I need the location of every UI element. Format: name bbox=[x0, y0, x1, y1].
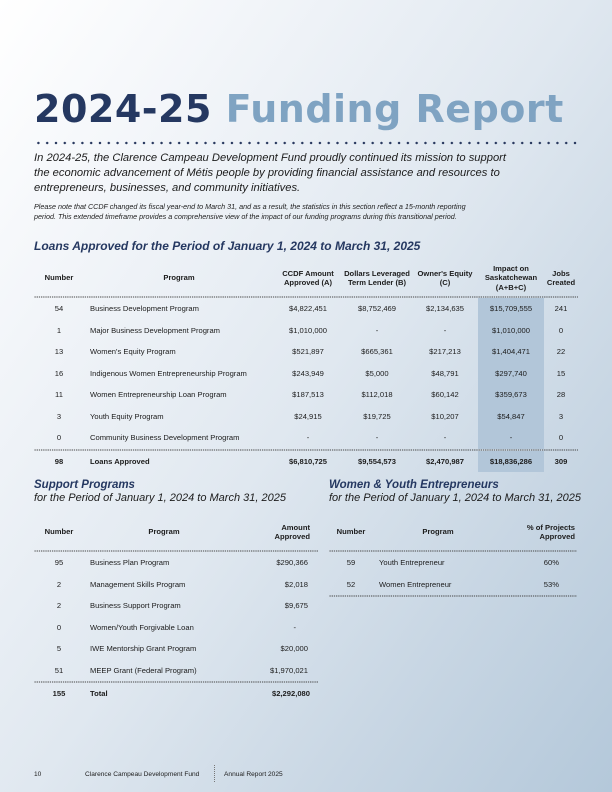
total-equity: $2,470,987 bbox=[425, 456, 464, 466]
col-header-amount: Amount Approved bbox=[274, 522, 310, 541]
cell-number: 54 bbox=[54, 304, 64, 314]
loans-table bbox=[34, 260, 578, 472]
total-amount: $2,292,080 bbox=[271, 689, 310, 699]
loans-section-title: Loans Approved for the Period of January 1, 2024 to March 31, 2025 bbox=[34, 239, 421, 253]
cell-number: 51 bbox=[54, 665, 64, 675]
total-label: Loans Approved bbox=[90, 456, 150, 466]
col-header-number: Number bbox=[44, 527, 74, 537]
cell-number: 52 bbox=[346, 579, 356, 589]
footer-report: Annual Report 2025 bbox=[224, 771, 283, 778]
support-table bbox=[34, 514, 318, 705]
cell-ccdf: $1,010,000 bbox=[288, 325, 327, 335]
cell-equity: $217,213 bbox=[429, 347, 461, 357]
footer-separator bbox=[214, 765, 215, 783]
total-impact: $18,836,286 bbox=[478, 451, 544, 473]
support-section-title: Support Programs bbox=[34, 479, 135, 491]
cell-number: 13 bbox=[54, 347, 64, 357]
total-lender: $9,554,573 bbox=[357, 456, 396, 466]
cell-program: IWE Mentorship Grant Program bbox=[90, 644, 197, 654]
cell-jobs: 15 bbox=[556, 368, 566, 378]
bottom-divider bbox=[329, 595, 577, 597]
cell-lender: $19,725 bbox=[363, 411, 391, 421]
cell-number: 1 bbox=[56, 325, 62, 335]
col-header-number: Number bbox=[44, 273, 74, 283]
total-row bbox=[34, 683, 318, 705]
cell-impact: - bbox=[478, 427, 544, 449]
cell-lender: - bbox=[375, 433, 379, 443]
col-header-percent: % of Projects Approved bbox=[526, 522, 575, 541]
table-row bbox=[34, 298, 578, 320]
col-header-equity: Owner's Equity (C) bbox=[417, 268, 473, 287]
cell-program: Youth Equity Program bbox=[90, 411, 164, 421]
table-row bbox=[34, 341, 578, 363]
cell-equity: $2,134,635 bbox=[425, 304, 464, 314]
total-label: Total bbox=[90, 689, 108, 699]
support-header-row bbox=[34, 514, 318, 550]
cell-program: Business Support Program bbox=[90, 601, 181, 611]
cell-equity: - bbox=[443, 325, 447, 335]
cell-amount: - bbox=[293, 622, 296, 632]
cell-jobs: 28 bbox=[556, 390, 566, 400]
table-row bbox=[34, 406, 578, 428]
cell-lender: $665,361 bbox=[361, 347, 393, 357]
cell-lender: - bbox=[375, 325, 379, 335]
cell-number: 0 bbox=[56, 433, 62, 443]
cell-ccdf: $243,949 bbox=[292, 368, 324, 378]
cell-impact: $297,740 bbox=[478, 363, 544, 385]
cell-equity: - bbox=[443, 433, 447, 443]
cell-amount: $20,000 bbox=[280, 644, 308, 654]
cell-program: Business Development Program bbox=[90, 304, 199, 314]
total-jobs: 309 bbox=[554, 456, 568, 466]
cell-ccdf: - bbox=[306, 433, 310, 443]
col-header-lender: Dollars Leveraged Term Lender (B) bbox=[344, 268, 410, 287]
cell-program: Women/Youth Forgivable Loan bbox=[90, 622, 194, 632]
cell-amount: $9,675 bbox=[284, 601, 308, 611]
cell-number: 3 bbox=[56, 411, 62, 421]
table-row bbox=[34, 363, 578, 385]
total-row bbox=[34, 451, 578, 473]
cell-jobs: 22 bbox=[556, 347, 566, 357]
women-youth-section-subtitle: for the Period of January 1, 2024 to March 31, 2025 bbox=[329, 492, 581, 504]
col-header-program: Program bbox=[163, 273, 195, 283]
cell-number: 95 bbox=[54, 558, 64, 568]
total-number: 155 bbox=[52, 689, 66, 699]
fiscal-note: Please note that CCDF changed its fiscal year-end to March 31, and as a result, the statistics in this section reflect a 15-month reporting period. This extended timeframe provides a comprehensive view of the impact of our funding programs during this transitional period. bbox=[34, 202, 466, 221]
title-rest: Funding Report bbox=[225, 87, 564, 131]
cell-percent: 53% bbox=[543, 579, 559, 589]
cell-program: Community Business Development Program bbox=[90, 433, 240, 443]
table-row bbox=[34, 320, 578, 342]
table-row bbox=[329, 552, 577, 574]
table-row bbox=[34, 595, 318, 617]
cell-program: Women Entrepreneur bbox=[379, 579, 452, 589]
table-row bbox=[34, 617, 318, 639]
cell-impact: $15,709,555 bbox=[478, 298, 544, 320]
cell-number: 0 bbox=[56, 622, 62, 632]
cell-amount: $290,366 bbox=[276, 558, 308, 568]
total-number: 98 bbox=[54, 456, 64, 466]
cell-ccdf: $24,915 bbox=[294, 411, 322, 421]
table-row bbox=[34, 384, 578, 406]
loans-header-row bbox=[34, 260, 578, 296]
cell-amount: $1,970,021 bbox=[269, 665, 308, 675]
col-header-program: Program bbox=[422, 527, 454, 537]
cell-number: 59 bbox=[346, 558, 356, 568]
cell-jobs: 241 bbox=[554, 304, 568, 314]
cell-number: 5 bbox=[56, 644, 62, 654]
cell-ccdf: $187,513 bbox=[292, 390, 324, 400]
women-youth-table bbox=[329, 514, 577, 597]
total-ccdf: $6,810,725 bbox=[288, 456, 327, 466]
cell-ccdf: $4,822,451 bbox=[288, 304, 327, 314]
cell-percent: 60% bbox=[543, 558, 559, 568]
footer-organization: Clarence Campeau Development Fund bbox=[85, 771, 200, 778]
cell-program: Management Skills Program bbox=[90, 579, 186, 589]
col-header-ccdf: CCDF Amount Approved (A) bbox=[282, 268, 334, 287]
cell-lender: $5,000 bbox=[365, 368, 389, 378]
table-row bbox=[34, 638, 318, 660]
cell-number: 2 bbox=[56, 601, 62, 611]
intro-paragraph: In 2024-25, the Clarence Campeau Development Fund proudly continued its mission to support the economic advancement of Métis people by providing financial assistance and resources to entrepreneurs, businesses, and community initiatives. bbox=[34, 152, 507, 194]
cell-program: Indigenous Women Entrepreneurship Program bbox=[90, 368, 247, 378]
cell-impact: $54,847 bbox=[478, 406, 544, 428]
col-header-impact: Impact on Saskatchewan (A+B+C) bbox=[484, 263, 538, 292]
col-header-number: Number bbox=[336, 527, 366, 537]
cell-ccdf: $521,897 bbox=[292, 347, 324, 357]
cell-lender: $112,018 bbox=[361, 390, 393, 400]
page-number: 10 bbox=[34, 771, 42, 778]
women-youth-header-row bbox=[329, 514, 577, 550]
cell-program: Business Plan Program bbox=[90, 558, 170, 568]
cell-program: Women's Equity Program bbox=[90, 347, 176, 357]
cell-lender: $8,752,469 bbox=[357, 304, 396, 314]
cell-jobs: 3 bbox=[558, 411, 564, 421]
cell-amount: $2,018 bbox=[284, 579, 308, 589]
cell-jobs: 0 bbox=[558, 325, 564, 335]
table-row bbox=[34, 427, 578, 449]
cell-program: Youth Entrepreneur bbox=[379, 558, 445, 568]
cell-number: 2 bbox=[56, 579, 62, 589]
cell-equity: $48,791 bbox=[431, 368, 459, 378]
cell-equity: $10,207 bbox=[431, 411, 459, 421]
cell-program: MEEP Grant (Federal Program) bbox=[90, 665, 197, 675]
table-row bbox=[34, 660, 318, 682]
cell-impact: $1,404,471 bbox=[478, 341, 544, 363]
title-divider bbox=[34, 141, 578, 145]
col-header-jobs: Jobs Created bbox=[546, 268, 576, 287]
cell-impact: $359,673 bbox=[478, 384, 544, 406]
cell-equity: $60,142 bbox=[431, 390, 459, 400]
cell-number: 16 bbox=[54, 368, 64, 378]
table-row bbox=[329, 574, 577, 596]
cell-program: Major Business Development Program bbox=[90, 325, 220, 335]
loans-body bbox=[34, 298, 578, 472]
cell-program: Women Entrepreneurship Loan Program bbox=[90, 390, 227, 400]
table-row bbox=[34, 574, 318, 596]
col-header-program: Program bbox=[148, 527, 180, 537]
support-section-subtitle: for the Period of January 1, 2024 to March 31, 2025 bbox=[34, 492, 286, 504]
cell-number: 11 bbox=[55, 390, 63, 400]
title-year: 2024-25 bbox=[34, 87, 212, 131]
cell-impact: $1,010,000 bbox=[478, 320, 544, 342]
cell-jobs: 0 bbox=[558, 433, 564, 443]
women-youth-section-title: Women & Youth Entrepreneurs bbox=[329, 479, 499, 491]
table-row bbox=[34, 552, 318, 574]
page-title bbox=[34, 86, 564, 132]
